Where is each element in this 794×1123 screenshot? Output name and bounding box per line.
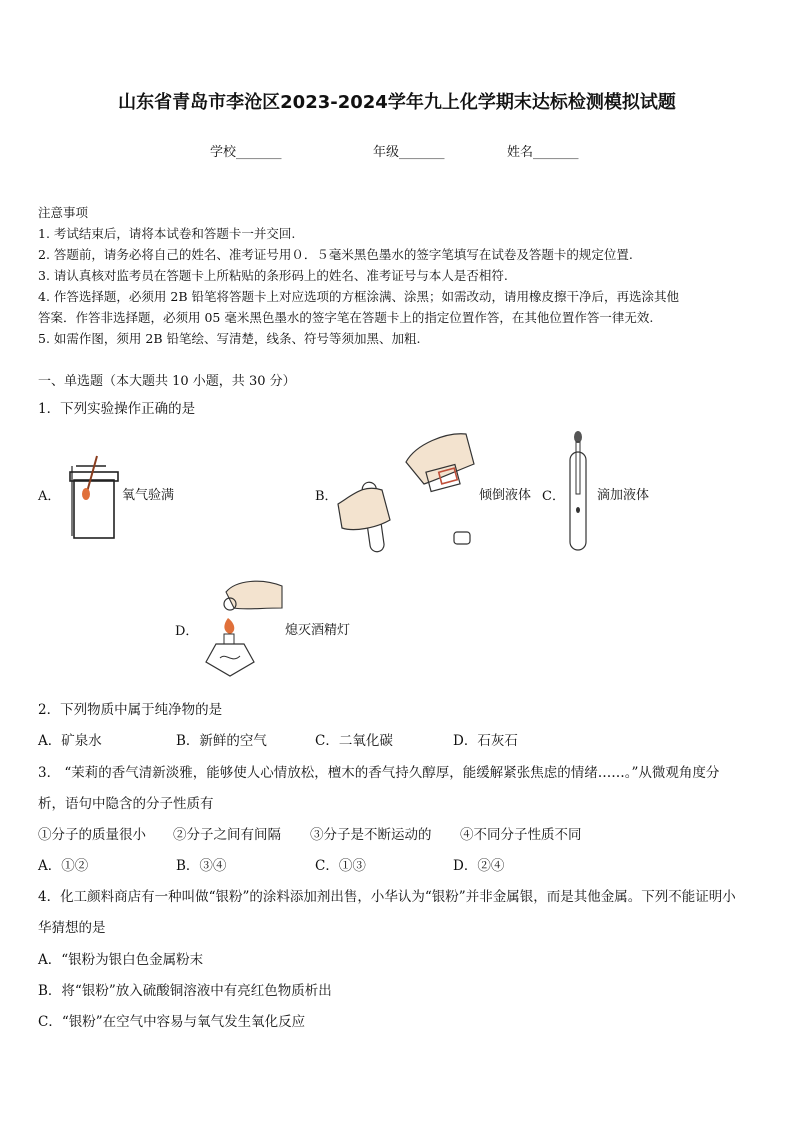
section-heading: 一、单选题（本大题共 10 小题，共 30 分） xyxy=(38,374,296,389)
school-field[interactable]: 学校_______ xyxy=(210,145,282,160)
q1-option-b-caption: 倾倒液体 xyxy=(479,488,532,503)
question-3-stem-cont: 析，语句中隐含的分子性质有 xyxy=(38,796,214,812)
question-4-stem: 4．化工颜料商店有一种叫做“银粉”的涂料添加剂出售，小华认为“银粉”并非金属银，而是其他金属。下列不能证明小 xyxy=(38,889,736,905)
name-field[interactable]: 姓名_______ xyxy=(507,145,579,160)
q1-option-c-letter[interactable]: C． xyxy=(542,489,565,504)
notice-item: 4. 作答选择题，必须用 2B 铅笔将答题卡上对应选项的方框涂满、涂黑；如需改动，请用橡皮擦干净后，再选涂其他 xyxy=(38,289,679,304)
notice-heading: 注意事项 xyxy=(38,205,89,220)
notice-item: 5. 如需作图，须用 2B 铅笔绘、写清楚，线条、符号等须加黑、加粗. xyxy=(38,331,421,346)
q3-statement: ④不同分子性质不同 xyxy=(460,827,582,843)
q2-option-d[interactable]: D．石灰石 xyxy=(453,733,518,749)
question-4-stem-cont: 华猜想的是 xyxy=(38,920,106,936)
q1-option-d-letter[interactable]: D． xyxy=(175,624,199,639)
notice-item: 1. 考试结束后，请将本试卷和答题卡一并交回. xyxy=(38,226,296,241)
q3-statement: ②分子之间有间隔 xyxy=(173,827,281,843)
q3-option-c[interactable]: C．①③ xyxy=(315,858,366,874)
question-2-stem: 2．下列物质中属于纯净物的是 xyxy=(38,702,223,718)
q2-option-b[interactable]: B．新鲜的空气 xyxy=(176,733,267,749)
q4-option-c[interactable]: C．“银粉”在空气中容易与氧气发生氧化反应 xyxy=(38,1014,306,1030)
q3-option-a[interactable]: A．①② xyxy=(38,858,89,874)
q4-option-a[interactable]: A．“银粉为银白色金属粉末 xyxy=(38,952,204,968)
page-title: 山东省青岛市李沧区2023-2024学年九上化学期末达标检测模拟试题 xyxy=(118,92,676,113)
q2-option-c[interactable]: C．二氧化碳 xyxy=(315,733,393,749)
notice-item: 答案．作答非选择题，必须用 05 毫米黑色墨水的签字笔在答题卡上的指定位置作答，在其他位置作答一律无效. xyxy=(38,310,654,325)
q1-option-d-caption: 熄灭酒精灯 xyxy=(285,623,351,638)
alcohol-lamp-icon xyxy=(196,574,286,680)
question-1-stem: 1．下列实验操作正确的是 xyxy=(38,401,196,417)
notice-item: 2. 答题前，请务必将自己的姓名、准考证号用０．５毫米黑色墨水的签字笔填写在试卷及答题卡的规定位置. xyxy=(38,247,633,262)
dropper-tube-icon xyxy=(566,430,590,554)
q3-option-b[interactable]: B．③④ xyxy=(176,858,227,874)
q3-statement: ③分子是不断运动的 xyxy=(310,827,432,843)
q4-option-b[interactable]: B．将“银粉”放入硫酸铜溶液中有亮红色物质析出 xyxy=(38,983,332,999)
q1-option-c-caption: 滴加液体 xyxy=(597,488,650,503)
pour-liquid-icon xyxy=(336,424,478,554)
q2-option-a[interactable]: A．矿泉水 xyxy=(38,733,102,749)
gas-bottle-test-icon xyxy=(62,452,122,542)
grade-field[interactable]: 年级_______ xyxy=(373,145,445,160)
notice-item: 3. 请认真核对监考员在答题卡上所粘贴的条形码上的姓名、准考证号与本人是否相符. xyxy=(38,268,508,283)
q1-option-a-letter[interactable]: A． xyxy=(38,489,61,504)
q3-option-d[interactable]: D．②④ xyxy=(453,858,505,874)
q1-option-a-caption: 氧气验满 xyxy=(122,488,175,503)
q1-option-b-letter[interactable]: B． xyxy=(315,489,338,504)
question-3-stem: 3． “茉莉的香气清新淡雅，能够使人心情放松，檀木的香气持久醇厚，能缓解紧张焦虑的情绪……。”从微观角度分 xyxy=(38,765,720,781)
q3-statement: ①分子的质量很小 xyxy=(38,827,146,843)
